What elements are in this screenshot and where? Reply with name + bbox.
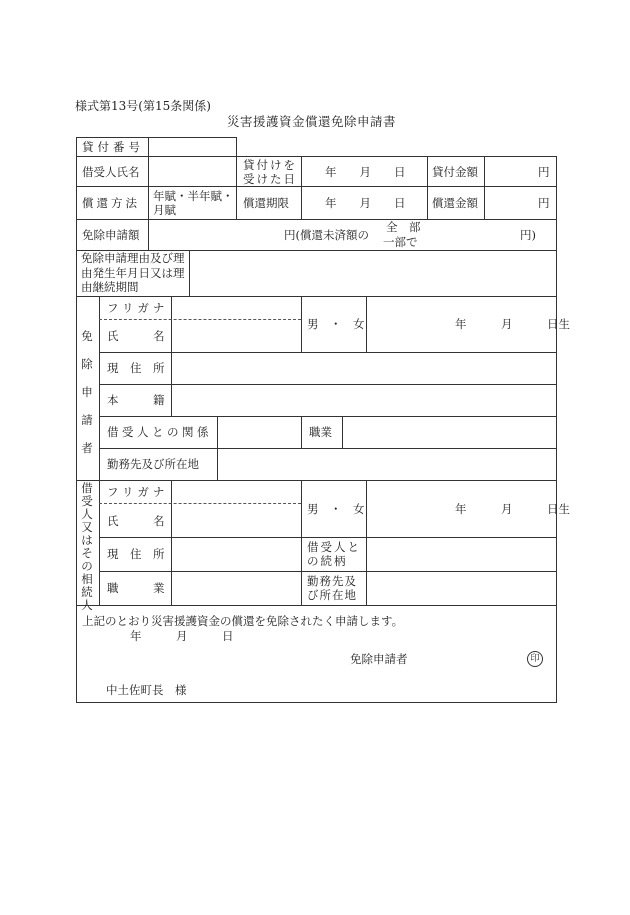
applicant-signature-label: 免除申請者 [350, 652, 408, 666]
heir-occupation-label: 職 業 [107, 581, 165, 595]
reason-field[interactable] [190, 251, 555, 295]
exemption-amount-label: 免除申請額 [82, 228, 140, 242]
reason-label: 免除申請理由及び理由発生年月日又は理由継続期間 [81, 251, 185, 294]
heir-workplace-field[interactable] [367, 572, 555, 604]
applicant-name-label: 氏 名 [107, 329, 165, 343]
part-option[interactable]: 一部で [383, 235, 418, 249]
form-title: 災害援護資金償還免除申請書 [227, 114, 397, 129]
applicant-furigana-label: フリガナ [107, 301, 169, 315]
heir-name-label: 氏 名 [107, 514, 165, 528]
recipient: 中土佐町長 様 [106, 683, 187, 697]
applicant-domicile-label: 本 籍 [107, 393, 165, 407]
heir-birthdate[interactable]: 年 月 日生 [455, 502, 570, 516]
applicant-workplace-label: 勤務先及び所在地 [107, 457, 199, 471]
heir-name-field[interactable] [172, 504, 300, 536]
applicant-workplace-field[interactable] [218, 449, 555, 479]
applicant-signature-field[interactable] [420, 648, 520, 668]
applicant-relation-field[interactable] [218, 417, 300, 447]
borrower-name-label: 借受人氏名 [82, 165, 140, 179]
repayment-method-options[interactable]: 年賦・半年賦・月賦 [153, 189, 234, 217]
heir-relationship-field[interactable] [367, 538, 555, 570]
all-option[interactable]: 全 部 [386, 220, 421, 234]
loan-amount-yen: 円 [538, 165, 550, 179]
repayment-deadline-field[interactable]: 年 月 日 [325, 196, 406, 210]
applicant-address-field[interactable] [172, 353, 555, 383]
seal-mark-icon: 印 [527, 651, 543, 667]
loan-amount-label: 貸付金額 [432, 165, 478, 179]
repayment-deadline-label: 償還期限 [243, 196, 289, 210]
applicant-name-field[interactable] [172, 320, 300, 351]
loan-date-field[interactable]: 年 月 日 [325, 165, 406, 179]
heir-gender[interactable]: 男 ・ 女 [307, 502, 365, 516]
loan-number-field[interactable] [149, 138, 235, 155]
heir-workplace-label: 勤務先及び所在地 [307, 574, 357, 602]
declaration-text: 上記のとおり災害援護資金の償還を免除されたく申請します。 [82, 614, 404, 628]
borrower-name-field[interactable] [149, 157, 235, 185]
heir-address-field[interactable] [172, 538, 300, 570]
heir-address-label: 現 住 所 [107, 547, 165, 561]
applicant-relation-label: 借受人との関係 [107, 425, 212, 439]
heir-occupation-field[interactable] [172, 572, 300, 604]
form-number: 様式第13号(第15条関係) [75, 99, 211, 113]
applicant-domicile-field[interactable] [172, 385, 555, 415]
loan-date-label: 貸付けを受けた日 [243, 158, 297, 186]
repayment-amount-yen: 円 [538, 196, 550, 210]
repayment-method-label: 償還方法 [82, 196, 140, 210]
applicant-birthdate[interactable]: 年 月 日生 [455, 317, 570, 331]
heir-relationship-label: 借受人との続柄 [307, 540, 361, 568]
heir-furigana-field[interactable] [172, 481, 300, 503]
exemption-amount-prefix: 円(償還未済額の [284, 228, 369, 242]
heir-section-label: 借受人又はその相続人 [81, 481, 93, 612]
heir-furigana-label: フリガナ [107, 485, 169, 499]
applicant-occupation-field[interactable] [343, 417, 555, 447]
exemption-amount-suffix: 円) [520, 228, 536, 242]
applicant-section-label: 免除申請者 [81, 329, 93, 455]
applicant-occupation-label: 職業 [309, 425, 332, 439]
applicant-gender[interactable]: 男 ・ 女 [307, 317, 365, 331]
repayment-amount-label: 償還金額 [432, 196, 478, 210]
loan-number-label: 貸付番号 [82, 140, 144, 154]
declaration-date[interactable]: 年 月 日 [130, 629, 234, 643]
applicant-address-label: 現 住 所 [107, 361, 165, 375]
applicant-furigana-field[interactable] [172, 297, 300, 319]
